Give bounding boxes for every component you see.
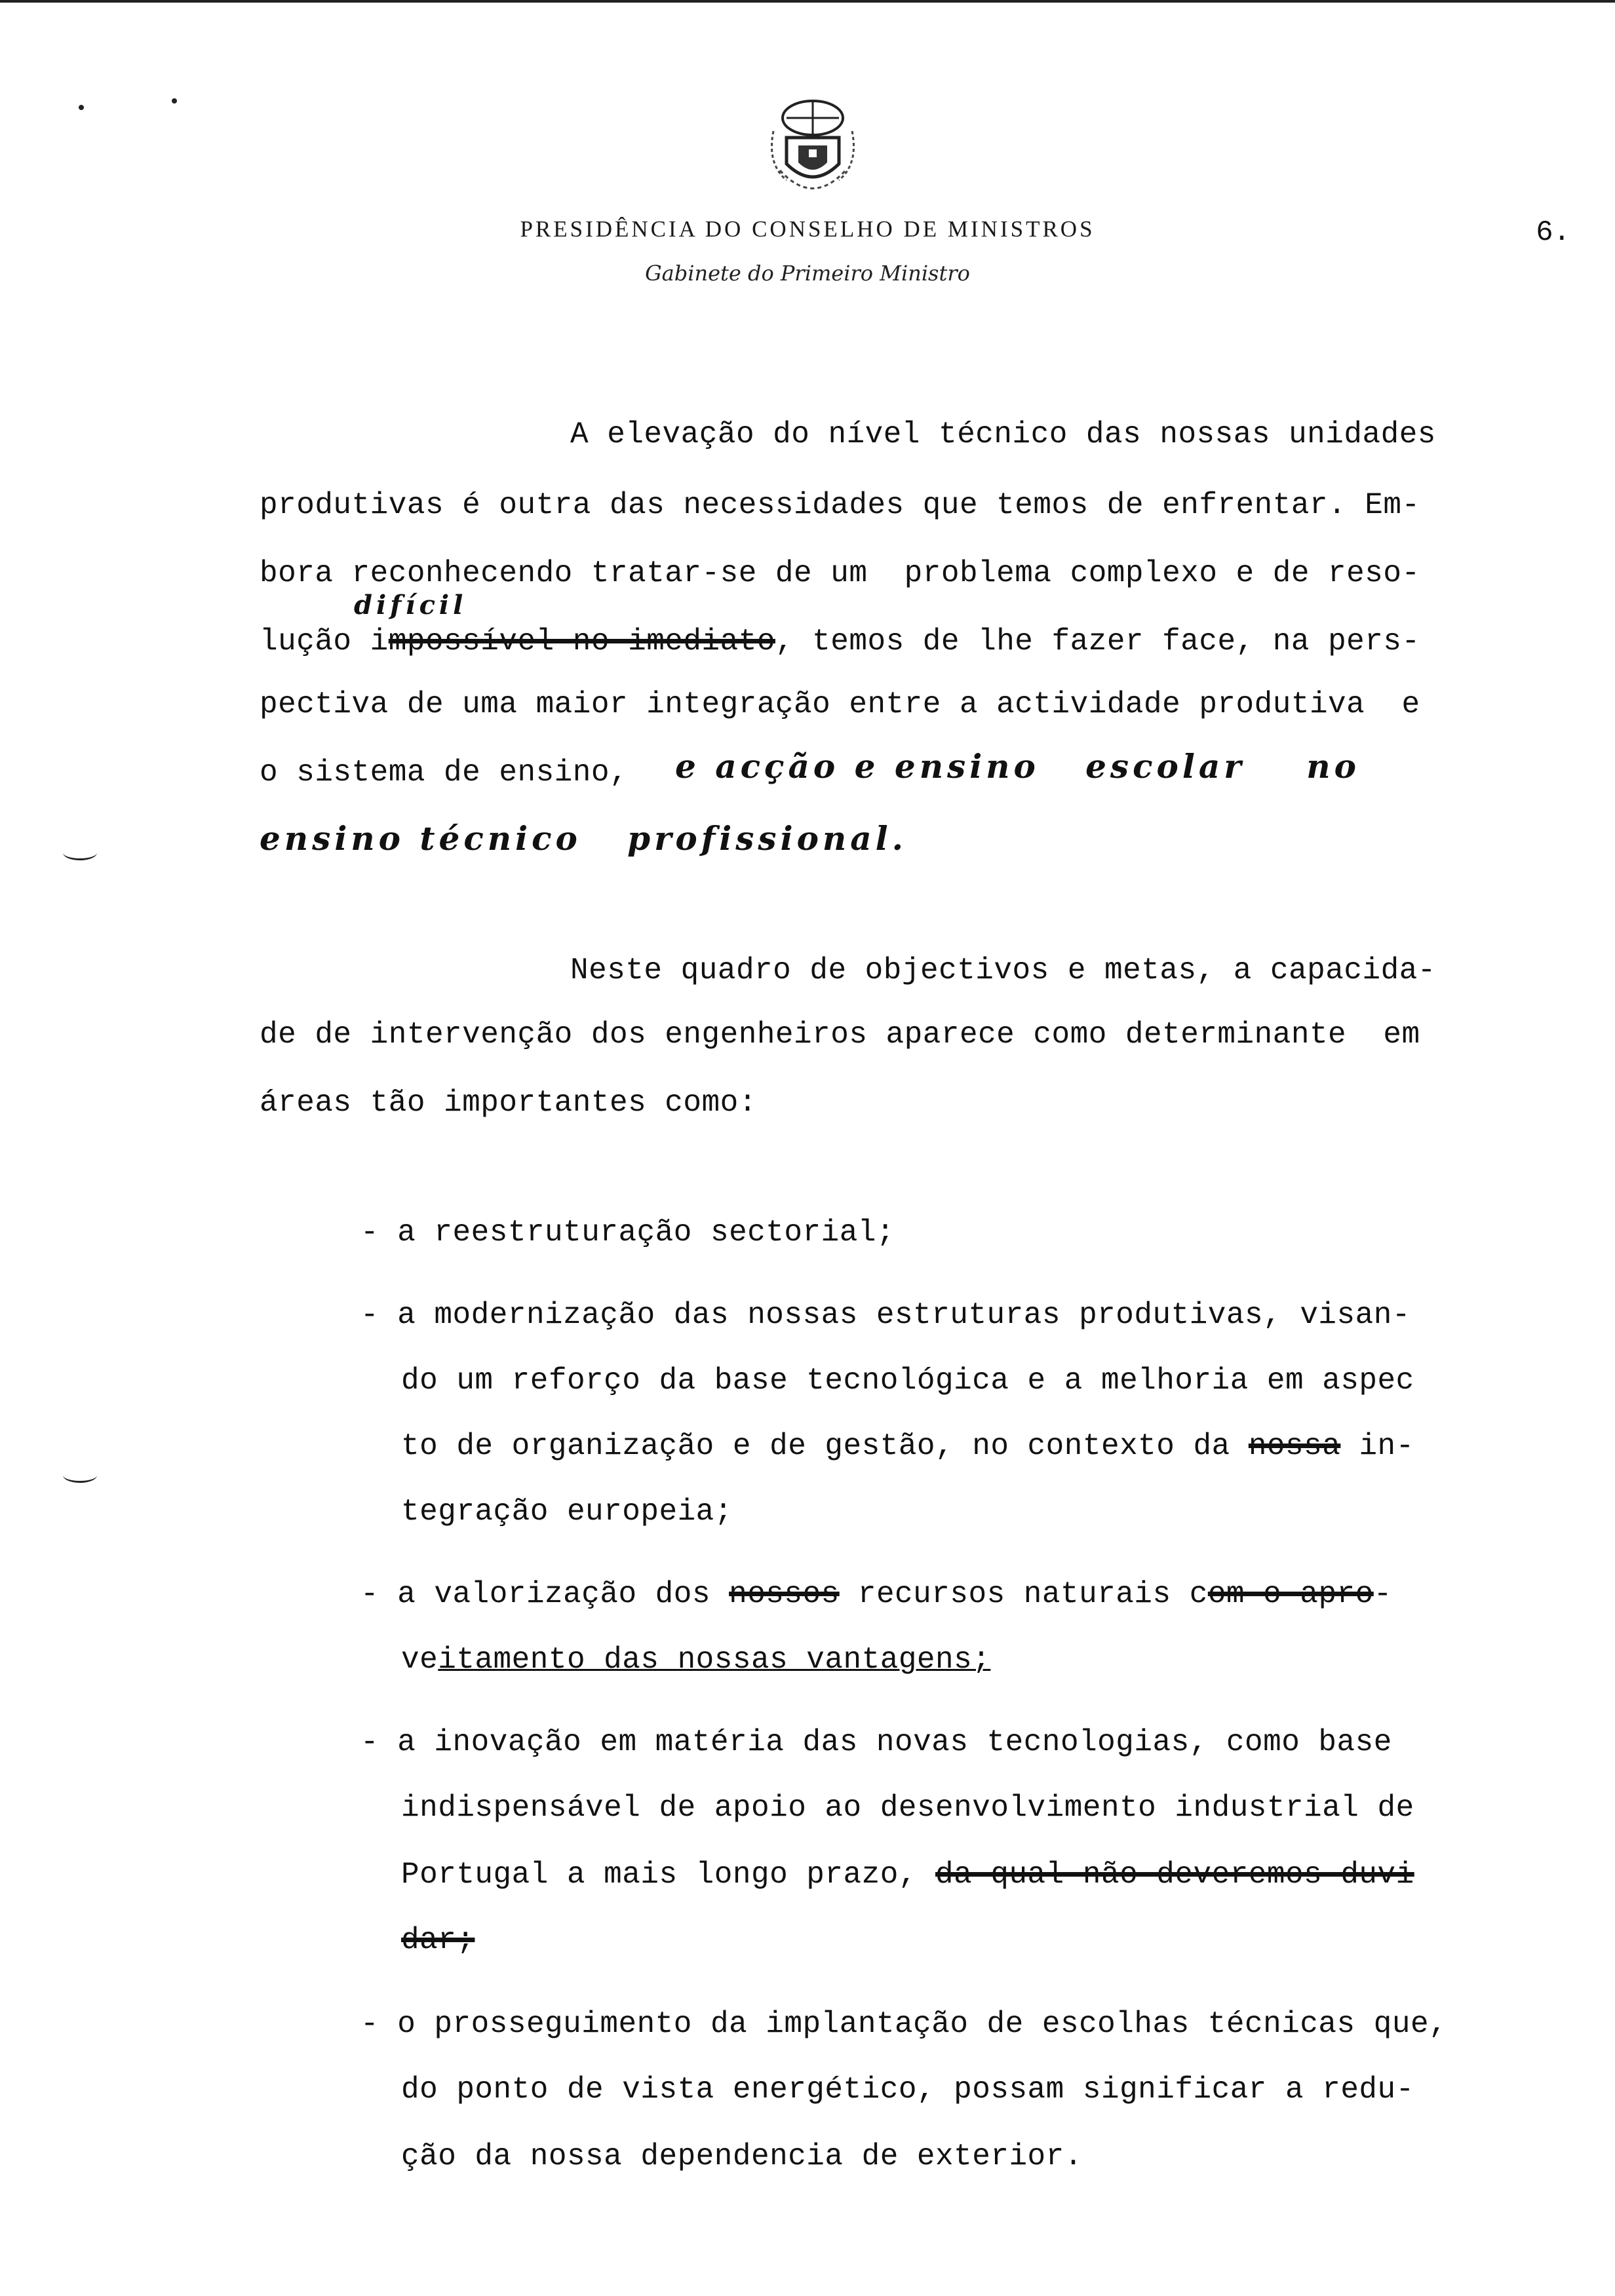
struck-text: dar;	[401, 1923, 475, 1957]
page-number: 6.	[1536, 216, 1570, 249]
coat-of-arms-seal	[760, 92, 865, 203]
scan-dot	[79, 105, 84, 110]
list-item-5-line-1: - o prosseguimento da implantação de escolhas técnicas que,	[360, 2007, 1448, 2041]
ministry-header: PRESIDÊNCIA DO CONSELHO DE MINISTROS	[520, 216, 1095, 242]
list-item-2-line-1: - a modernização das nossas estruturas produtivas, visan-	[360, 1298, 1411, 1332]
p2-line-3: áreas tão importantes como:	[260, 1086, 757, 1120]
p2-line-2: de de intervenção dos engenheiros aparece como determinante em	[260, 1018, 1420, 1052]
p1-line-5: pectiva de uma maior integração entre a actividade produtiva e	[260, 687, 1420, 721]
list-item-4-line-1: - a inovação em matéria das novas tecnologias, como base	[360, 1725, 1392, 1759]
struck-text: mpossível no imediato	[388, 624, 775, 659]
p1-line-2: produtivas é outra das necessidades que temos de enfrentar. Em-	[260, 488, 1420, 522]
margin-mark	[63, 845, 97, 860]
list-item-3-line-2: veitamento das nossas vantagens;	[401, 1643, 991, 1677]
handwritten-addition-line-2: ensino técnico profissional.	[260, 819, 908, 858]
p1-line-1: A elevação do nível técnico das nossas unidades	[570, 417, 1436, 451]
struck-text: itamento das nossas vantagens;	[438, 1643, 991, 1677]
struck-text: nossa	[1248, 1429, 1341, 1463]
top-border-line	[0, 0, 1615, 3]
list-item-2-line-2: do um reforço da base tecnológica e a melhoria em aspec	[401, 1364, 1414, 1398]
list-item-2-line-3: to de organização e de gestão, no contexto da nossa in-	[401, 1429, 1414, 1463]
struck-text: da qual não deveremos duvi	[935, 1858, 1414, 1892]
list-item-5-line-3: ção da nossa dependencia de exterior.	[401, 2139, 1083, 2173]
list-item-2-line-4: tegração europeia;	[401, 1495, 733, 1529]
list-item-3-line-1: - a valorização dos nossos recursos naturais com o apro-	[360, 1577, 1392, 1611]
cabinet-subheader: Gabinete do Primeiro Ministro	[645, 261, 970, 286]
margin-mark	[63, 1468, 97, 1483]
list-item-4-line-2: indispensável de apoio ao desenvolvimento industrial de	[401, 1791, 1414, 1825]
struck-text: nossos	[729, 1577, 840, 1611]
p1-line-4: lução impossível no imediato, temos de lhe fazer face, na pers-	[260, 624, 1420, 659]
list-item-4-line-3: Portugal a mais longo prazo, da qual não deveremos duvi	[401, 1858, 1414, 1892]
list-item-4-line-4	[401, 1925, 475, 1955]
list-item-1: - a reestruturação sectorial;	[360, 1215, 895, 1250]
handwritten-insert: difícil	[354, 590, 467, 621]
p1-line-3: bora reconhecendo tratar-se de um problema complexo e de reso-	[260, 556, 1420, 590]
list-item-5-line-2: do ponto de vista energético, possam significar a redu-	[401, 2073, 1414, 2107]
handwritten-addition-line-1: e acção e ensino escolar no	[675, 747, 1360, 786]
scan-dot	[172, 98, 177, 104]
struck-text: om o apro	[1207, 1577, 1374, 1611]
p2-line-1: Neste quadro de objectivos e metas, a capacida-	[570, 953, 1436, 987]
p1-line-6: o sistema de ensino,	[260, 756, 629, 790]
